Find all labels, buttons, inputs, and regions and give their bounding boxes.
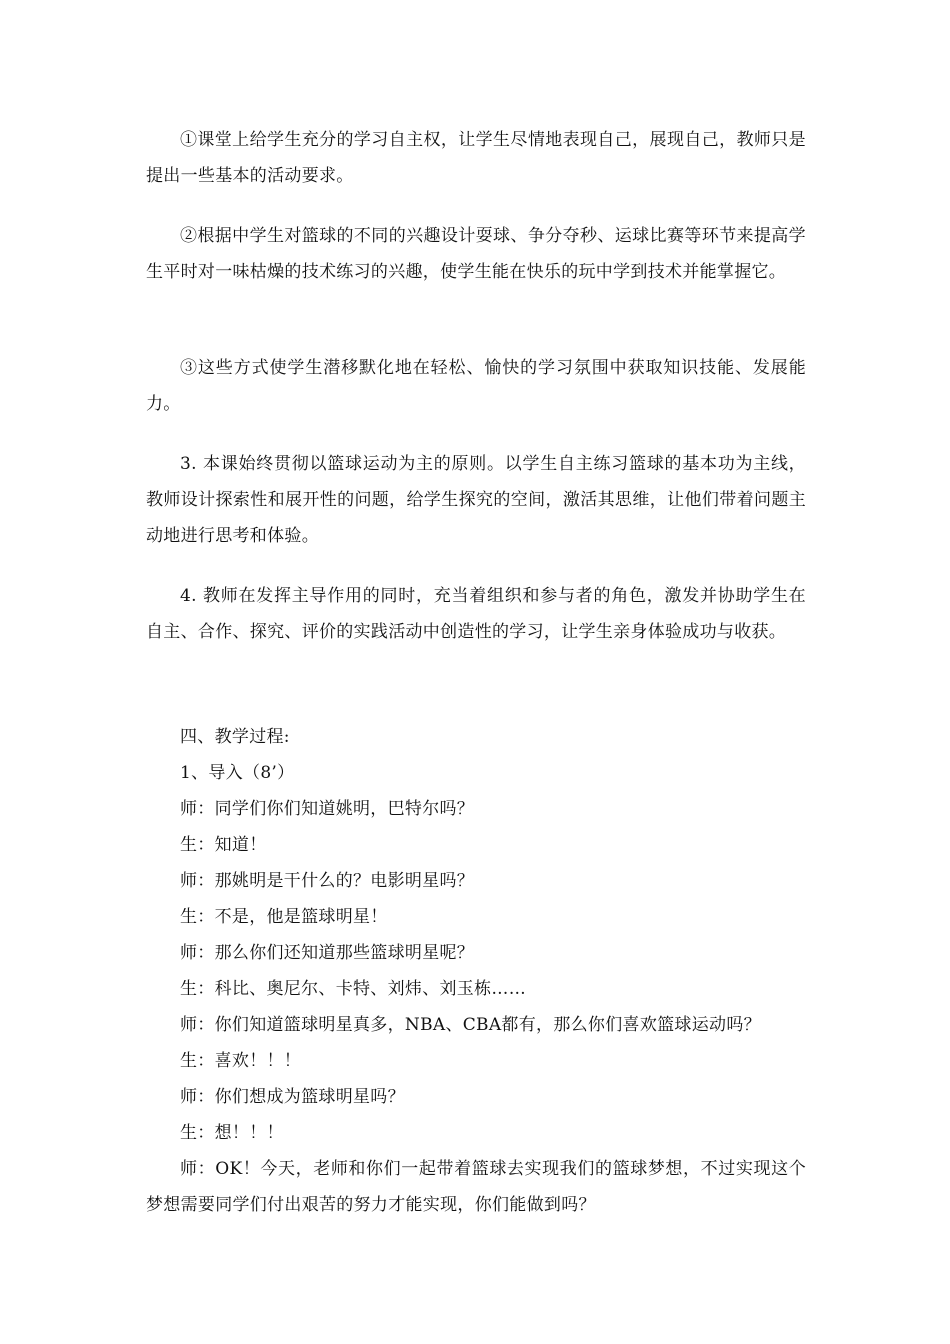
section-subheading: 1、导入（8’） — [180, 763, 295, 783]
paragraph-principle-4: 4. 教师在发挥主导作用的同时，充当着组织和参与者的角色，激发并协助学生在自主、合作、探究、评价的实践活动中创造性的学习，让学生亲身体验成功与收获。 — [146, 586, 806, 642]
closing-dialogue: 师：OK！今天，老师和你们一起带着篮球去实现我们的篮球梦想，不过实现这个梦想需要同学们付出艰苦的努力才能实现，你们能做到吗？ — [146, 1159, 806, 1215]
dialogue-line: 生：不是，他是篮球明星！ — [180, 907, 388, 927]
dialogue-line: 师：同学们你们知道姚明，巴特尔吗？ — [180, 799, 475, 819]
dialogue-line: 生：知道！ — [180, 835, 267, 855]
dialogue-line: 生：科比、奥尼尔、卡特、刘炜、刘玉栋…… — [180, 979, 526, 999]
paragraph-autonomy: ①课堂上给学生充分的学习自主权，让学生尽情地表现自己，展现自己，教师只是提出一些基本的活动要求。 — [146, 130, 806, 186]
dialogue-line: 生：想！！！ — [180, 1123, 284, 1143]
dialogue-line: 师：那姚明是干什么的？电影明星吗？ — [180, 871, 475, 891]
dialogue-line: 生：喜欢！！！ — [180, 1051, 302, 1071]
dialogue-line: 师：你们知道篮球明星真多，NBA、CBA都有，那么你们喜欢篮球运动吗？ — [180, 1015, 761, 1035]
paragraph-learning-atmosphere: ③这些方式使学生潜移默化地在轻松、愉快的学习氛围中获取知识技能、发展能力。 — [146, 358, 806, 414]
paragraph-interest-design: ②根据中学生对篮球的不同的兴趣设计耍球、争分夺秒、运球比赛等环节来提高学生平时对一味枯燥的技术练习的兴趣，使学生能在快乐的玩中学到技术并能掌握它。 — [146, 226, 806, 282]
dialogue-line: 师：你们想成为篮球明星吗？ — [180, 1087, 405, 1107]
dialogue-line: 师：那么你们还知道那些篮球明星呢？ — [180, 943, 475, 963]
paragraph-principle-3: 3. 本课始终贯彻以篮球运动为主的原则。以学生自主练习篮球的基本功为主线，教师设计探索性和展开性的问题，给学生探究的空间，激活其思维，让他们带着问题主动地进行思考和体验。 — [146, 454, 806, 546]
section-heading: 四、教学过程: — [180, 727, 290, 747]
